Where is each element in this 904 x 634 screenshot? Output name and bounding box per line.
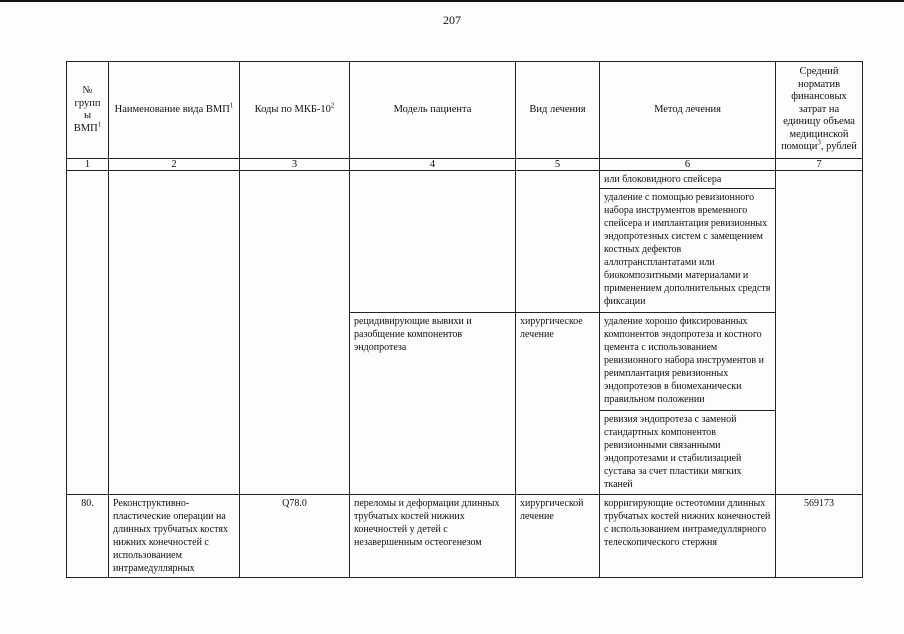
column-number-row [67, 159, 863, 171]
cost-cell: 569173 [776, 495, 863, 578]
header-row [67, 62, 863, 159]
treatment-cell: хирургической лечение [516, 495, 600, 578]
page-number: 207 [443, 13, 461, 27]
vmp-table [66, 61, 863, 578]
top-rule [0, 0, 904, 2]
model-cell: переломы и деформации длинных трубчатых костей нижних конечностей у детей с незавершенным остеогенезом [350, 495, 516, 578]
method-cell: корригирующие остеотомии длинных трубчатых костей нижних конечностей с использованием интрамедуллярного телескопического стержня [600, 495, 776, 578]
method-cell: удаление с помощью ревизионного набора инструментов временного спейсера и имплантация ревизионных эндопротезных систем с замещением костных дефектов аллотрансплантатами или биокомпозитными материалами и применением дополнительных средств фиксации [600, 189, 776, 313]
code-cell-empty [240, 171, 350, 495]
table-row [67, 495, 863, 578]
group-cell-empty [67, 171, 109, 495]
treatment-cell: хирургическое лечение [516, 313, 600, 495]
model-cell: рецидивирующие вывихи и разобщение компонентов эндопротеза [350, 313, 516, 495]
vmp-name-cell: Реконструктивно-пластические операции на длинных трубчатых костях нижних конечностей с использованием интрамедуллярных [109, 495, 240, 578]
header-patient-model: Модель пациента [350, 62, 516, 159]
header-group-number: № групп ы ВМП$^1$ [67, 62, 109, 159]
model-cell-empty [350, 171, 516, 313]
table-row [67, 171, 863, 189]
column-number: 5 [516, 159, 600, 171]
column-number: 4 [350, 159, 516, 171]
column-number: 6 [600, 159, 776, 171]
header-treatment-method: Метод лечения [600, 62, 776, 159]
header-average-cost: Средний норматив финансовых затрат на единицу объема медицинской помощи$^3$, рублей [776, 62, 863, 159]
column-number: 1 [67, 159, 109, 171]
column-number: 2 [109, 159, 240, 171]
group-number-cell: 80. [67, 495, 109, 578]
header-vmp-name: Наименование вида ВМП$^1$ [109, 62, 240, 159]
method-cell: удаление хорошо фиксированных компонентов эндопротеза и костного цемента с использованием ревизионного набора инструментов и реимплантация ревизионных эндопротезов в биомеханически правильном положении [600, 313, 776, 411]
cost-cell-empty [776, 171, 863, 495]
icd-code-cell: Q78.0 [240, 495, 350, 578]
header-icd-codes: Коды по МКБ-$10^2$ [240, 62, 350, 159]
method-cell: ревизия эндопротеза с заменой стандартных компонентов ревизионными связанными эндопротезами и стабилизацией сустава за счет пластики мягких тканей [600, 411, 776, 495]
method-cell: или блоковидного спейсера [600, 171, 776, 189]
name-cell-empty [109, 171, 240, 495]
column-number: 7 [776, 159, 863, 171]
treatment-cell-empty [516, 171, 600, 313]
header-treatment-type: Вид лечения [516, 62, 600, 159]
column-number: 3 [240, 159, 350, 171]
